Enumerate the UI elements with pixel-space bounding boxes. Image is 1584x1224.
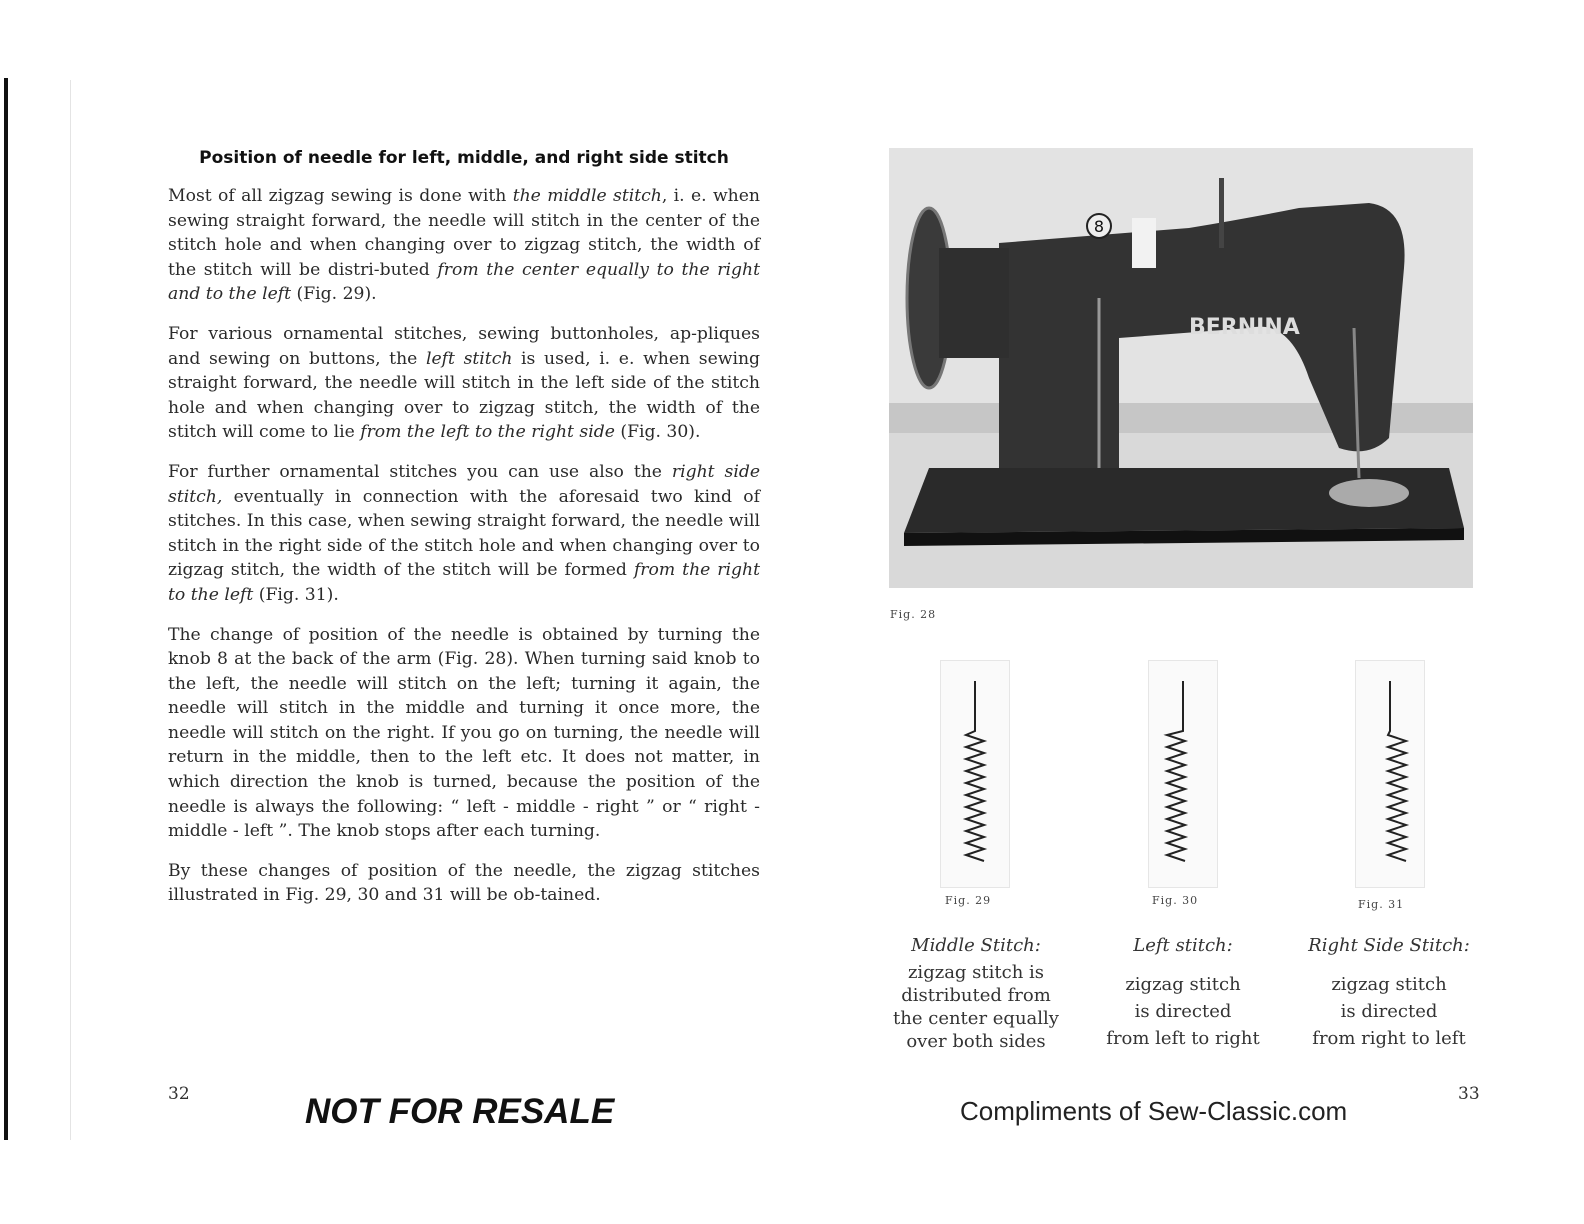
text-run: For further ornamental stitches you can use also the: [168, 461, 672, 482]
text-run: (Fig. 29).: [291, 284, 377, 305]
zigzag-stitch-diagram: [940, 660, 1010, 888]
page-fold: [70, 80, 71, 1140]
text-run: is used, i. e. when sewing straight forward, the needle will stitch in the left side of the stitch hole and when changing over to zigzag stitch, the width of the stitch will come to lie: [168, 348, 761, 443]
zigzag-stitch-diagram: [1148, 660, 1218, 888]
body-text: [168, 184, 760, 923]
text-run: , i. e. when sewing straight forward, the needle will stitch in the center of the stitch hole and when changing over to zigzag stitch, the width of the stitch will be distri-buted: [168, 186, 760, 280]
stitch-description: [1083, 934, 1283, 1054]
stitch-title: Left stitch:: [1133, 935, 1233, 956]
text-run: (Fig. 31).: [253, 584, 339, 605]
emphasis-text: right side stitch,: [168, 461, 760, 507]
text-run: For various ornamental stitches, sewing buttonholes, ap-pliques and sewing on buttons, the: [168, 323, 760, 369]
fig-caption: Fig. 31: [1358, 898, 1405, 911]
stitch-description-line: from left to right: [1106, 1028, 1260, 1049]
fig-caption: Fig. 29: [945, 894, 992, 907]
sewing-machine-photo: [889, 148, 1473, 588]
stitch-description-line: over both sides: [906, 1031, 1046, 1052]
scan-edge: [4, 78, 8, 1140]
fig-caption: Fig. 30: [1152, 894, 1199, 907]
emphasis-text: from the right to the left: [168, 560, 760, 605]
text-run: By these changes of position of the needle, the zigzag stitches illustrated in Fig. 29, 30 and 31 will be ob-tained.: [168, 860, 760, 906]
paragraph: [168, 859, 760, 908]
stitch-description-line: the center equally: [893, 1008, 1059, 1029]
stitch-description: [876, 934, 1076, 1053]
emphasis-text: the middle stitch: [512, 186, 662, 206]
stitch-description-line: is directed: [1340, 1001, 1438, 1022]
stitch-description-line: zigzag stitch: [1125, 974, 1241, 995]
stitch-description-line: from right to left: [1312, 1028, 1466, 1049]
text-run: (Fig. 30).: [614, 422, 701, 443]
callout-number: 8: [1093, 217, 1105, 236]
paragraph: [168, 623, 760, 844]
stitch-title: Middle Stitch:: [911, 935, 1041, 956]
page-number-left: 32: [168, 1084, 190, 1104]
brand-logo: BERNINA: [1189, 315, 1300, 340]
text-run: The change of position of the needle is obtained by turning the knob 8 at the back of the arm (Fig. 28). When turning said knob to the left, the needle will stitch on the left; turning it again, the needle will stitch in the middle and turning it once more, the needle will stitch on the right. If you go on turning, the needle will return in the middle, then to the left etc. It does not matter, in which direction the knob is turned, because the position of the needle is always the following: “ left - middle - right ” or “ right - middle - left ”. The knob stops after each turning.: [168, 624, 760, 842]
text-run: eventually in connection with the aforesaid two kind of stitches. In this case, when sewing straight forward, the needle will stitch in the right side of the stitch hole and when changing over to zigzag stitch, the width of the stitch will be formed: [168, 486, 760, 581]
text-run: Most of all zigzag sewing is done with: [168, 186, 513, 206]
emphasis-text: from the left to the right side: [360, 422, 615, 443]
emphasis-text: from the center equally to the right and to the left: [168, 259, 760, 305]
credit-text: Compliments of Sew-Classic.com: [960, 1096, 1348, 1126]
stitch-description-line: zigzag stitch is: [907, 962, 1045, 983]
section-heading: Position of needle for left, middle, and right side stitch: [199, 148, 729, 168]
fig-28-caption: Fig. 28: [890, 608, 937, 621]
stitch-description-line: distributed from: [901, 985, 1051, 1006]
stitch-description-line: is directed: [1134, 1001, 1232, 1022]
stitch-description: [1289, 934, 1489, 1054]
paragraph: [168, 460, 760, 608]
paragraph: [168, 322, 760, 445]
not-for-resale-stamp: NOT FOR RESALE: [305, 1092, 615, 1131]
page-number-right: 33: [1458, 1084, 1480, 1104]
zigzag-stitch-diagram: [1355, 660, 1425, 888]
stitch-title: Right Side Stitch:: [1308, 935, 1470, 956]
paragraph: [168, 184, 760, 307]
emphasis-text: left stitch: [425, 348, 513, 369]
stitch-description-line: zigzag stitch: [1331, 974, 1447, 995]
